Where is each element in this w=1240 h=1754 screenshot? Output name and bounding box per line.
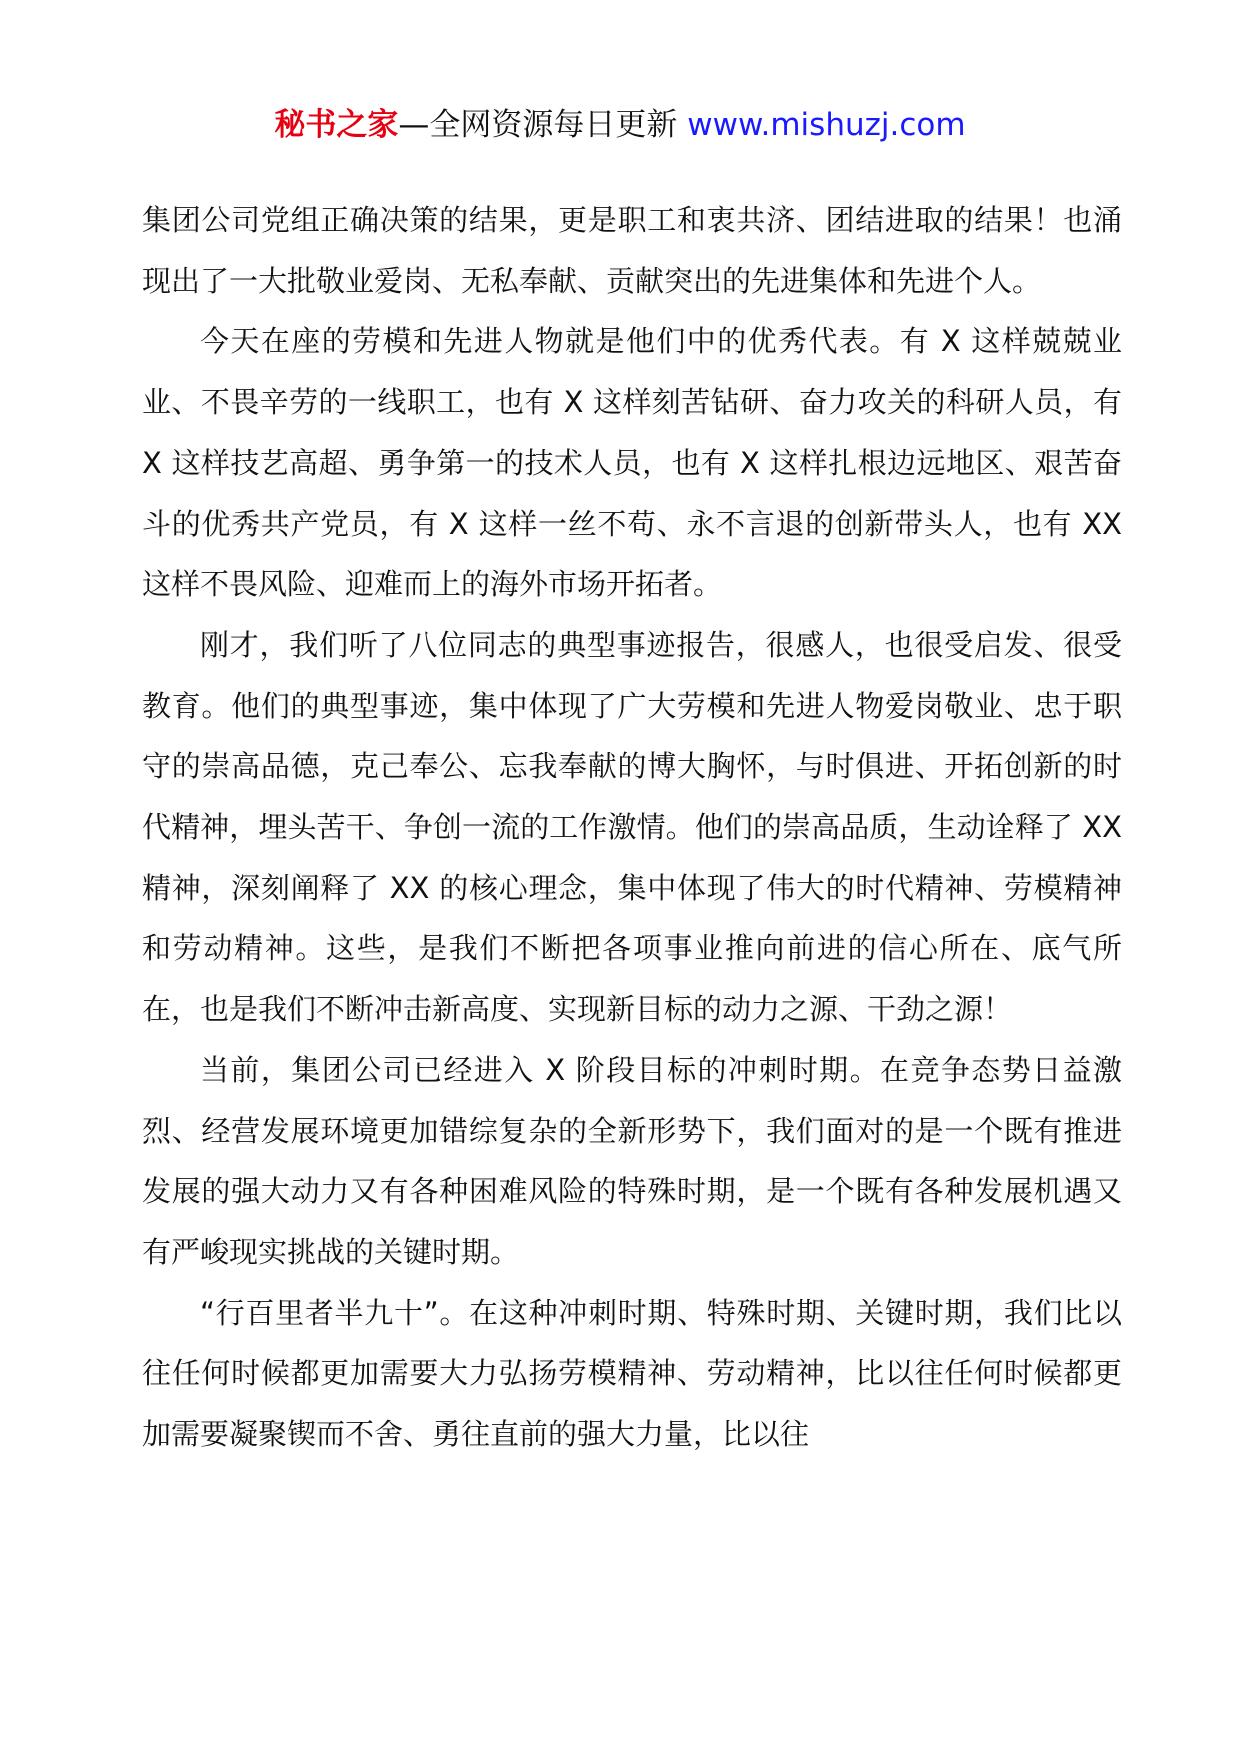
paragraph-2: 今天在座的劳模和先进人物就是他们中的优秀代表。有 X 这样兢兢业业、不畏辛劳的一线职工，也有 X 这样刻苦钻研、奋力攻关的科研人员，有 X 这样技艺高超、勇争第一的技术人员，也有 X 这样扎根边远地区、艰苦奋斗的优秀共产党员，有 X 这样一丝不苟、永不言退的创新带头人，也有 XX 这样不畏风险、迎难而上的海外市场开拓者。 bbox=[142, 324, 1122, 602]
paragraph-5: “行百里者半九十”。在这种冲刺时期、特殊时期、关键时期，我们比以往任何时候都更加需要大力弘扬劳模精神、劳动精神，比以往任何时候都更加需要凝聚锲而不舍、勇往直前的强大力量，比以往 bbox=[142, 1295, 1122, 1452]
document-body bbox=[142, 190, 1122, 1465]
site-brand: 秘书之家 bbox=[274, 107, 399, 143]
site-url-link[interactable]: www.mishuzj.com bbox=[687, 107, 966, 143]
site-tagline: —全网资源每日更新 bbox=[398, 107, 678, 143]
paragraph-4: 当前，集团公司已经进入 X 阶段目标的冲刺时期。在竞争态势日益激烈、经营发展环境更加错综复杂的全新形势下，我们面对的是一个既有推进发展的强大动力又有各种困难风险的特殊时期，是一个既有各种发展机遇又有严峻现实挑战的关键时期。 bbox=[142, 1052, 1122, 1269]
paragraph-3: 刚才，我们听了八位同志的典型事迹报告，很感人，也很受启发、很受教育。他们的典型事迹，集中体现了广大劳模和先进人物爱岗敬业、忠于职守的崇高品德，克己奉公、忘我奉献的博大胸怀，与时俱进、开拓创新的时代精神，埋头苦干、争创一流的工作激情。他们的崇高品质，生动诠释了 XX 精神，深刻阐释了 XX 的核心理念，集中体现了伟大的时代精神、劳模精神和劳动精神。这些，是我们不断把各项事业推向前进的信心所在、底气所在，也是我们不断冲击新高度、实现新目标的动力之源、干劲之源！ bbox=[142, 627, 1122, 1027]
site-header bbox=[0, 100, 1240, 150]
paragraph-1: 集团公司党组正确决策的结果，更是职工和衷共济、团结进取的结果！也涌现出了一大批敬业爱岗、无私奉献、贡献突出的先进集体和先进个人。 bbox=[142, 203, 1122, 298]
